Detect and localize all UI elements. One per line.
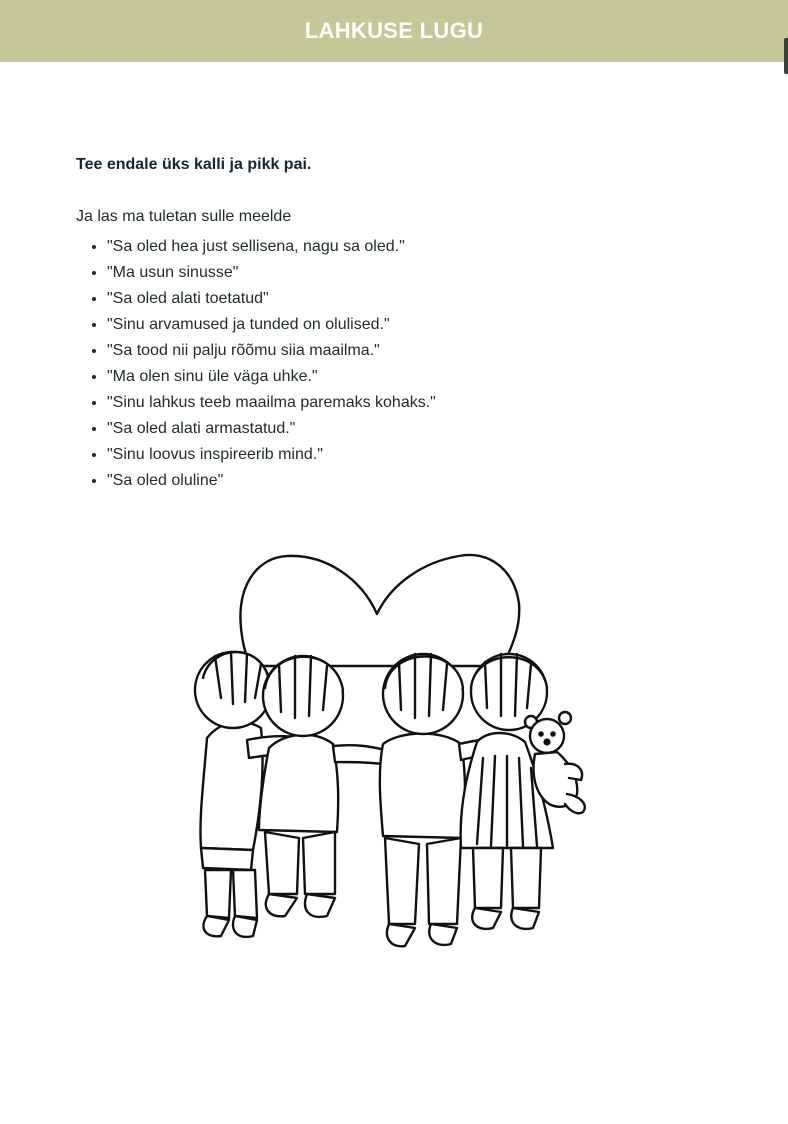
list-item: • "Sa oled alati armastatud." xyxy=(107,416,436,442)
list-item: • "Sa oled oluline" xyxy=(107,468,436,494)
list-item: • "Sa tood nii palju rõõmu siia maailma." xyxy=(107,338,436,364)
list-item: • "Sinu arvamused ja tunded on olulised." xyxy=(107,312,436,338)
lead-text: Tee endale üks kalli ja pikk pai. xyxy=(76,156,312,173)
list-item: • "Sinu loovus inspireerib mind." xyxy=(107,442,436,468)
list-item: • "Sa oled hea just sellisena, nagu sa oled." xyxy=(107,234,436,260)
page-title: LAHKUSE LUGU xyxy=(304,18,484,43)
list-item: • "Sinu lahkus teeb maailma paremaks kohaks." xyxy=(107,390,436,416)
heart-icon xyxy=(240,555,519,666)
child-2 xyxy=(259,656,385,917)
children-hugging-heart-illustration xyxy=(185,548,595,953)
side-scroll-tab[interactable] xyxy=(784,38,788,74)
list-item: • "Sa oled alati toetatud" xyxy=(107,286,436,312)
intro-text: Ja las ma tuletan sulle meelde xyxy=(76,208,292,225)
list-item: • "Ma olen sinu üle väga uhke." xyxy=(107,364,436,390)
page-header xyxy=(0,0,788,62)
list-item: • "Ma usun sinusse" xyxy=(107,260,436,286)
affirmation-list xyxy=(76,234,436,494)
